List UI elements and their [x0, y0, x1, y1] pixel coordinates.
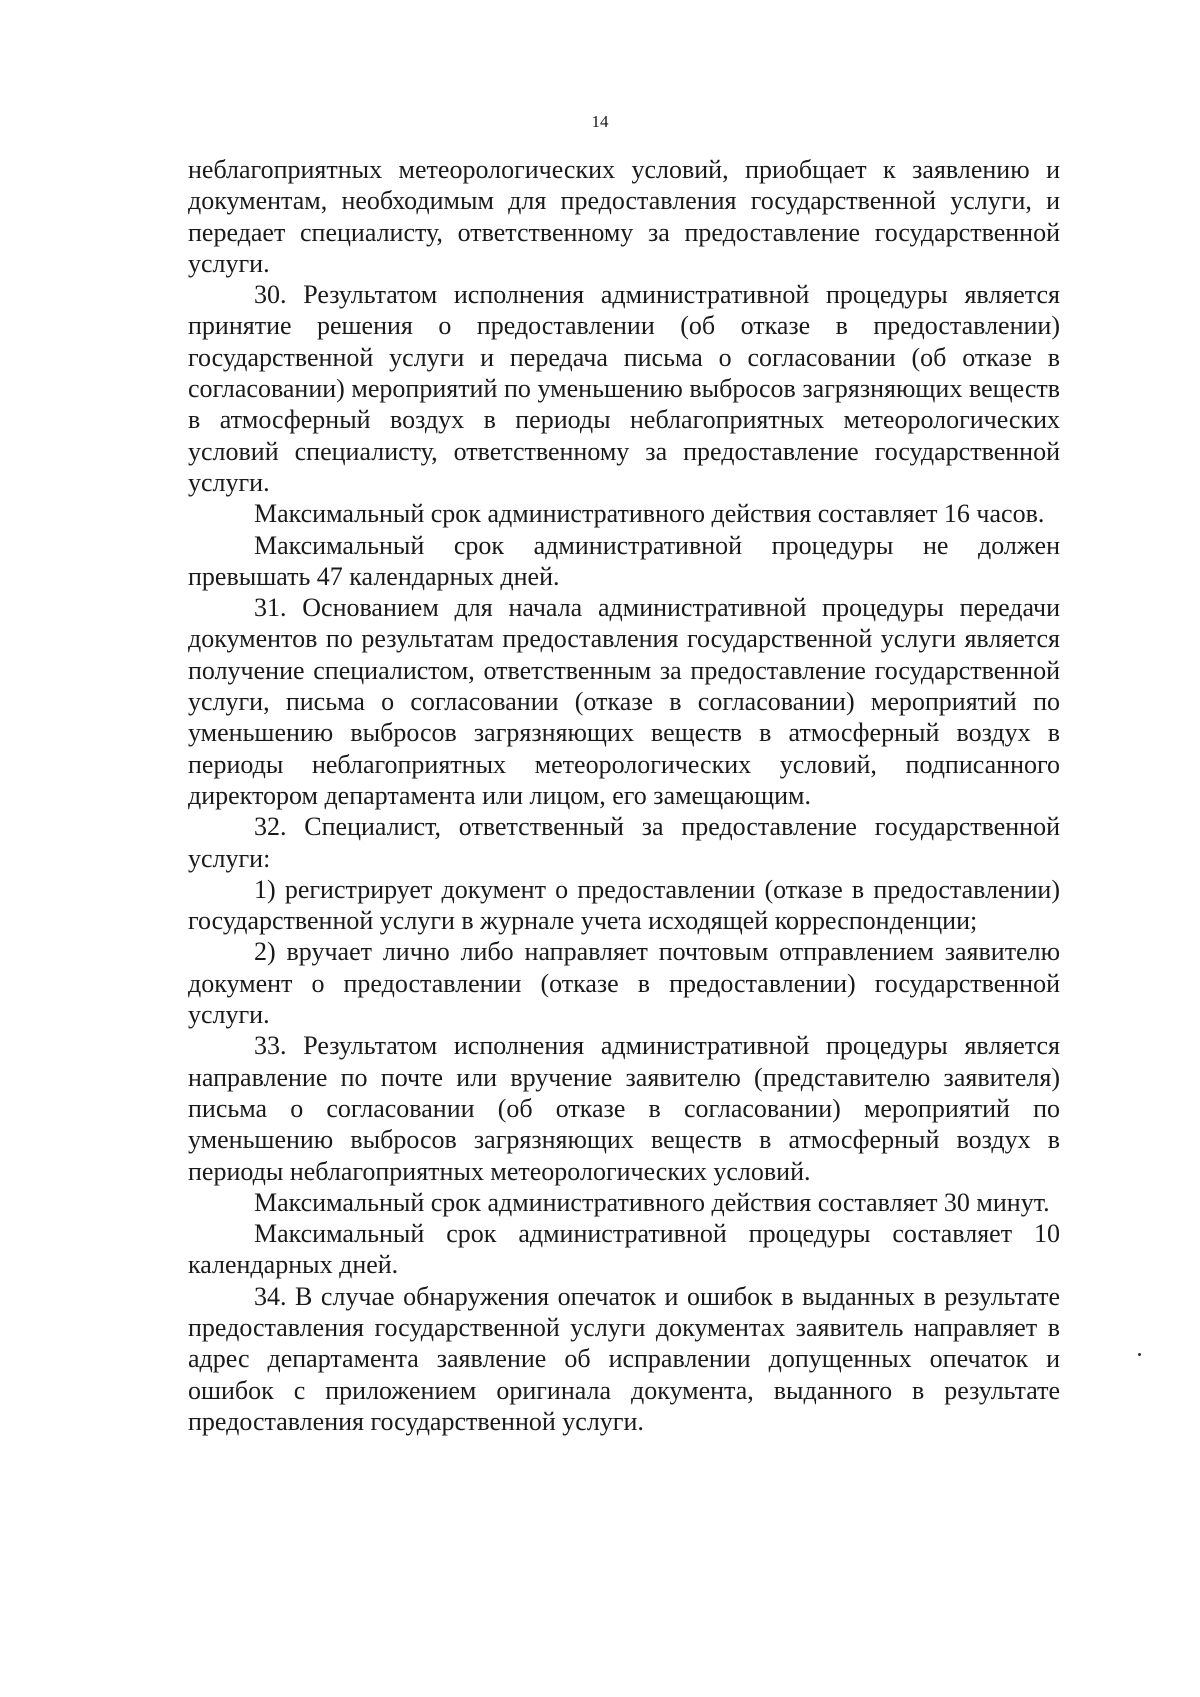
paragraph-32-item-1: 1) регистрирует документ о предоставлении (отказе в предоставлении) государственной услуги в журнале учета исходящей корреспонденции;	[188, 874, 1060, 936]
paragraph-33-action-term: Максимальный срок административного действия составляет 30 минут.	[254, 1187, 1050, 1217]
page-number: 14	[591, 112, 609, 131]
paragraph-33-procedure-term: Максимальный срок административной процедуры составляет 10 календарных дней.	[188, 1219, 1060, 1280]
paragraph-31: 31. Основанием для начала административной процедуры передачи документов по результатам предоставления государственной услуги является получение специалистом, ответственным за предоставление государственной услуги, письма о согласовании (отказе в согласовании) мероприятий по уменьшению выбросов загрязняющих веществ в атмосферный воздух в периоды неблагоприятных метеорологических условий, подписанного директором департамента или лицом, его замещающим.	[188, 593, 1060, 810]
paragraph-34: 34. В случае обнаружения опечаток и ошибок в выданных в результате предоставления государственной услуги документах заявитель направляет в адрес департамента заявление об исправлении допущенных опечаток и ошибок с приложением оригинала документа, выданного в результате предоставления государственной услуги.	[188, 1281, 1060, 1436]
paragraph-30: 30. Результатом исполнения административной процедуры является принятие решения о предоставлении (об отказе в предоставлении) государственной услуги и передача письма о согласовании (об отказе в согласовании) мероприятий по уменьшению выбросов загрязняющих веществ в атмосферный воздух в периоды неблагоприятных метеорологических условий специалисту, ответственному за предоставление государственной услуги.	[188, 280, 1060, 497]
paragraph-30-action-term: Максимальный срок административного действия составляет 16 часов.	[254, 499, 1045, 529]
document-body	[188, 154, 1060, 1437]
paragraph-30-procedure-term: Максимальный срок административной процедуры не должен превышать 47 календарных дней.	[188, 530, 1060, 591]
paragraph-32-item-2: 2) вручает лично либо направляет почтовым отправлением заявителю документ о предоставлении (отказе в предоставлении) государственной услуги.	[188, 937, 1060, 1030]
scan-speck	[1138, 1353, 1141, 1356]
paragraph-32: 32. Специалист, ответственный за предоставление государственной услуги:	[188, 812, 1060, 873]
paragraph-continuation: неблагоприятных метеорологических условий, приобщает к заявлению и документам, необходимым для предоставления государственной услуги, и передает специалисту, ответственному за предоставление государственной услуги.	[188, 155, 1060, 278]
paragraph-33: 33. Результатом исполнения административной процедуры является направление по почте или вручение заявителю (представителю заявителя) письма о согласовании (об отказе в согласовании) мероприятий по уменьшению выбросов загрязняющих веществ в атмосферный воздух в периоды неблагоприятных метеорологических условий.	[188, 1031, 1060, 1186]
